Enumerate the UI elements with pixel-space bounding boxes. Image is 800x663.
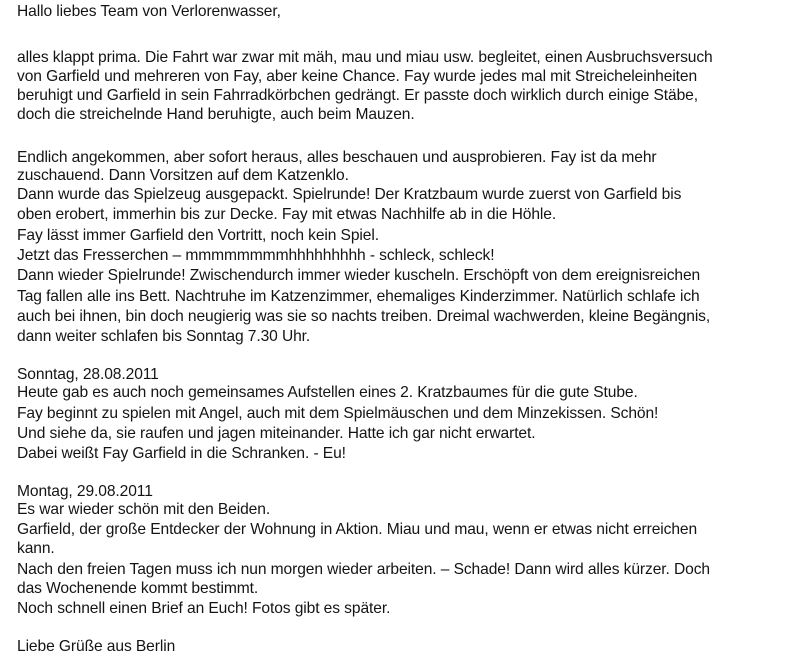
monday-date: Montag, 29.08.2011 (17, 483, 153, 500)
paragraph-2-line-3: Dann wurde das Spielzeug ausgepackt. Spielrunde! Der Kratzbaum wurde zuerst von Garfield bis (17, 186, 682, 203)
monday-line-2: Garfield, der große Entdecker der Wohnung in Aktion. Miau und mau, wenn er etwas nicht erreichen (17, 521, 698, 538)
sunday-date: Sonntag, 28.08.2011 (17, 366, 159, 383)
paragraph-2-line-4: oben erobert, immerhin bis zur Decke. Fay mit etwas Nachhilfe ab in die Höhle. (17, 206, 557, 223)
sunday-line-3: Und siehe da, sie raufen und jagen miteinander. Hatte ich gar nicht erwartet. (17, 425, 536, 442)
paragraph-1-line-2: von Garfield und mehreren von Fay, aber keine Chance. Fay wurde jedes mal mit Streicheleinheiten (17, 68, 698, 85)
paragraph-2-line-10: dann weiter schlafen bis Sonntag 7.30 Uhr. (17, 328, 311, 345)
monday-line-5: das Wochenende kommt bestimmt. (17, 580, 259, 597)
paragraph-1-line-1: alles klappt prima. Die Fahrt war zwar mit mäh, mau und miau usw. begleitet, einen Ausbruchsversuch (17, 49, 713, 66)
paragraph-1-line-4: doch die streichelnde Hand beruhigte, auch beim Mauzen. (17, 106, 415, 123)
paragraph-2-line-5: Fay lässt immer Garfield den Vortritt, noch kein Spiel. (17, 227, 379, 244)
paragraph-2-line-6: Jetzt das Fresserchen – mmmmmmmmhhhhhhhhh - schleck, schleck! (17, 247, 495, 264)
monday-line-6: Noch schnell einen Brief an Euch! Fotos gibt es später. (17, 600, 391, 617)
greeting: Hallo liebes Team von Verlorenwasser, (17, 3, 281, 20)
monday-line-3: kann. (17, 540, 55, 557)
monday-line-4: Nach den freien Tagen muss ich nun morgen wieder arbeiten. – Schade! Dann wird alles kürzer. Doch (17, 561, 710, 578)
paragraph-2-line-2: zuschauend. Dann Vorsitzen auf dem Katzenklo. (17, 167, 349, 184)
paragraph-1-line-3: beruhigt und Garfield in sein Fahrradkörbchen gedrängt. Er passte doch wirklich durch einige Stäbe, (17, 87, 698, 104)
paragraph-2-line-7: Dann wieder Spielrunde! Zwischendurch immer wieder kuscheln. Erschöpft von dem ereignisreichen (17, 267, 701, 284)
sunday-line-1: Heute gab es auch noch gemeinsames Aufstellen eines 2. Kratzbaumes für die gute Stube. (17, 384, 638, 401)
closing: Liebe Grüße aus Berlin (17, 638, 176, 655)
sunday-line-2: Fay beginnt zu spielen mit Angel, auch mit dem Spielmäuschen und dem Minzekissen. Schön! (17, 405, 659, 422)
sunday-line-4: Dabei weißt Fay Garfield in die Schranken. - Eu! (17, 445, 346, 462)
paragraph-2-line-8: Tag fallen alle ins Bett. Nachtruhe im Katzenzimmer, ehemaliges Kinderzimmer. Natürlich schlafe ich (17, 288, 700, 305)
paragraph-2-line-1: Endlich angekommen, aber sofort heraus, alles beschauen und ausprobieren. Fay ist da mehr (17, 149, 657, 166)
paragraph-2-line-9: auch bei ihnen, bin doch neugierig was sie so nachts treiben. Dreimal wachwerden, kleine Begängnis, (17, 308, 711, 325)
monday-line-1: Es war wieder schön mit den Beiden. (17, 501, 271, 518)
